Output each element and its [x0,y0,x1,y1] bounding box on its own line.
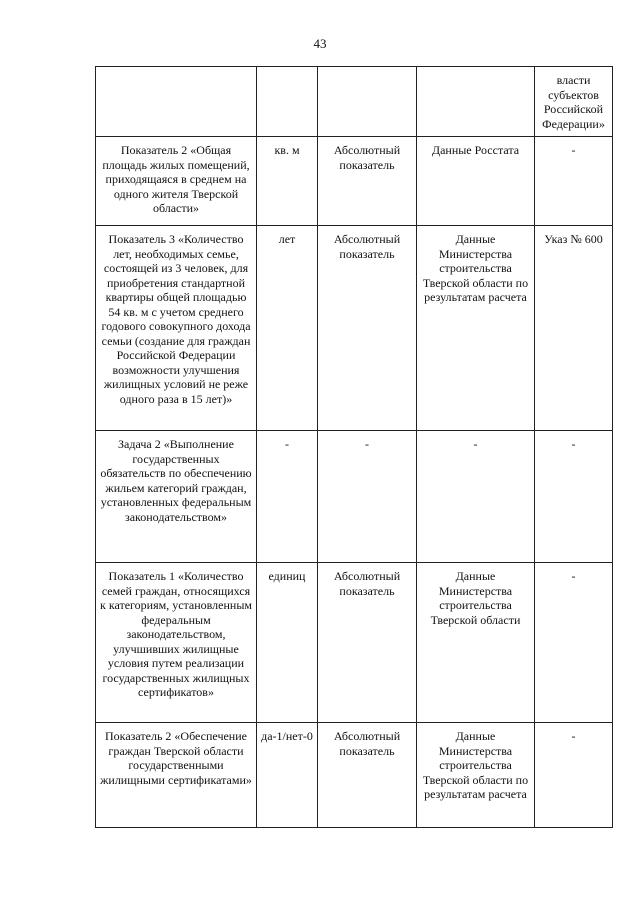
basis-cell: - [535,723,613,828]
indicators-table [95,66,613,828]
indicator-type-cell: - [318,431,417,563]
indicator-name-cell: Задача 2 «Выполнение государственных обязательств по обеспечению жильем категорий граждан, установленных федеральным законодательством» [96,431,257,563]
indicator-type-cell [318,67,417,137]
basis-cell: - [535,563,613,723]
unit-cell: да-1/нет-0 [257,723,318,828]
basis-cell: Указ № 600 [535,226,613,431]
table-row [96,431,613,563]
basis-cell: - [535,431,613,563]
indicator-name-cell: Показатель 2 «Общая площадь жилых помещений, приходящаяся в среднем на одного жителя Тверской области» [96,137,257,226]
basis-cell: власти субъектов Российской Федерации» [535,67,613,137]
table-row [96,67,613,137]
data-source-cell [417,67,535,137]
indicator-name-cell: Показатель 1 «Количество семей граждан, относящихся к категориям, установленным федеральным законодательством, улучшивших жилищные условия путем реализации государственных жилищных сертификатов» [96,563,257,723]
indicator-name-cell: Показатель 2 «Обеспечение граждан Тверской области государственными жилищными сертификатами» [96,723,257,828]
data-source-cell: Данные Росстата [417,137,535,226]
table-row [96,563,613,723]
page-number: 43 [313,36,327,51]
indicator-type-cell: Абсолютный показатель [318,563,417,723]
unit-cell: лет [257,226,318,431]
unit-cell: - [257,431,318,563]
data-source-cell: Данные Министерства строительства Тверской области по результатам расчета [417,723,535,828]
table-row [96,137,613,226]
data-source-cell: - [417,431,535,563]
unit-cell: кв. м [257,137,318,226]
data-source-cell: Данные Министерства строительства Тверской области [417,563,535,723]
table-row [96,723,613,828]
data-source-cell: Данные Министерства строительства Тверской области по результатам расчета [417,226,535,431]
unit-cell: единиц [257,563,318,723]
table-row [96,226,613,431]
indicator-type-cell: Абсолютный показатель [318,723,417,828]
basis-cell: - [535,137,613,226]
indicator-type-cell: Абсолютный показатель [318,137,417,226]
indicator-type-cell: Абсолютный показатель [318,226,417,431]
indicator-name-cell: Показатель 3 «Количество лет, необходимых семье, состоящей из 3 человек, для приобретения стандартной квартиры общей площадью 54 кв. м с учетом среднего годового совокупного дохода семьи (создание для граждан Российской Федерации возможности улучшения жилищных условий не реже одного раза в 15 лет)» [96,226,257,431]
unit-cell [257,67,318,137]
indicator-name-cell [96,67,257,137]
